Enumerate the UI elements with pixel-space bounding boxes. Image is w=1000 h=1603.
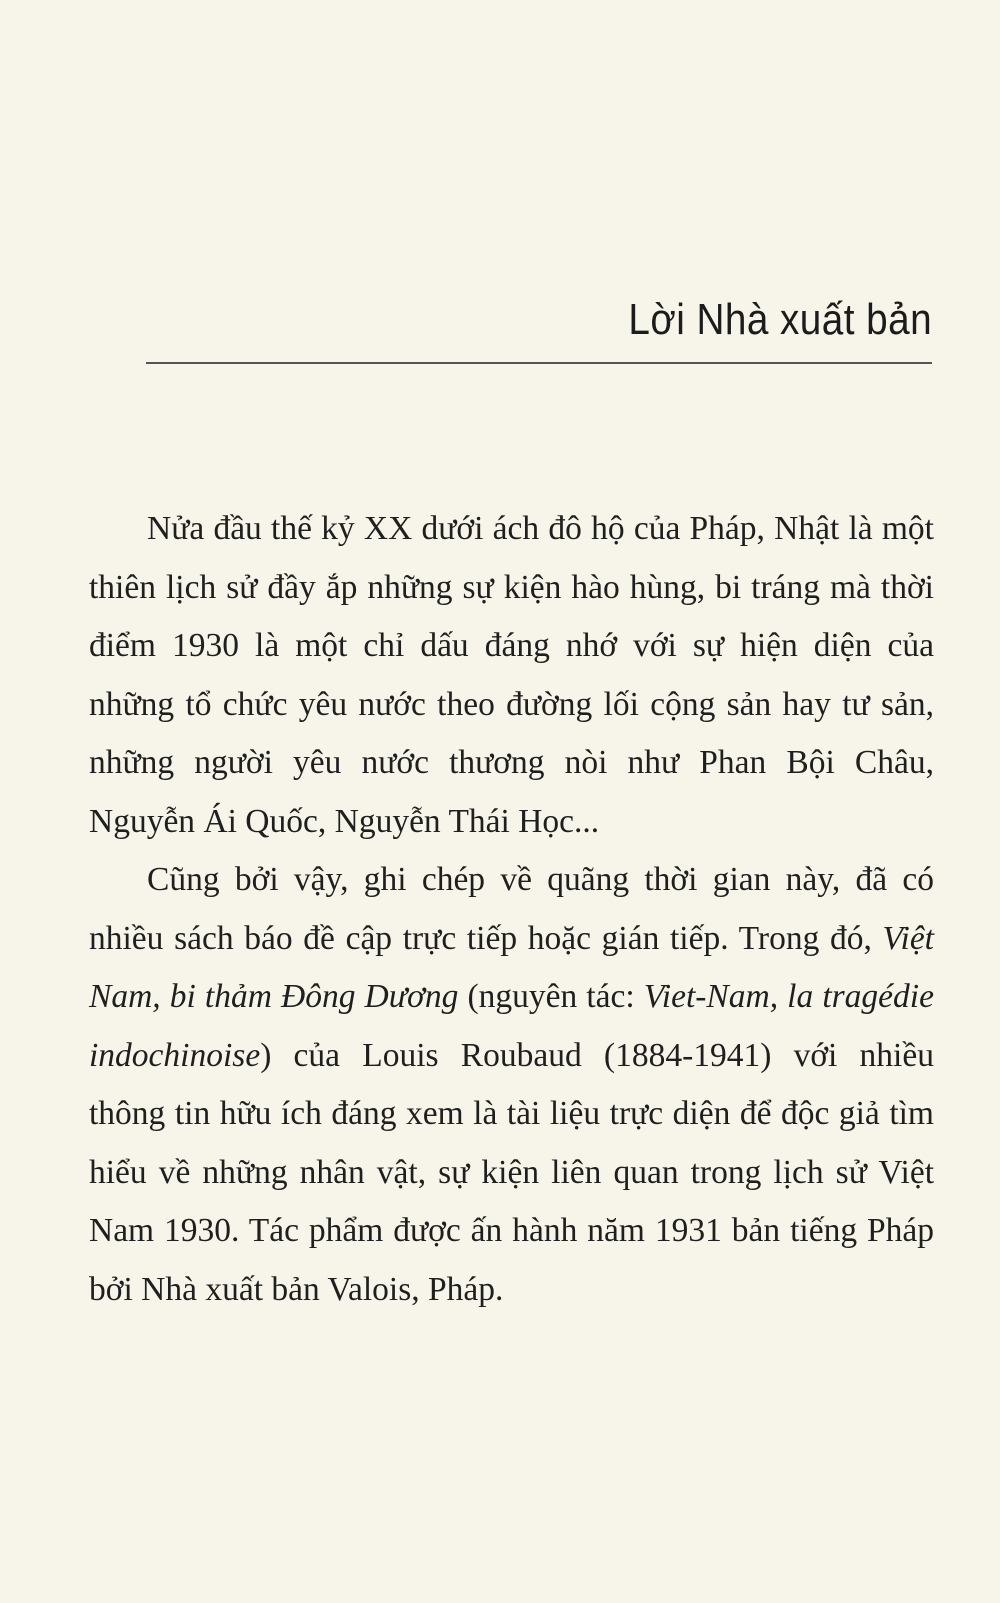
paragraph-1: Nửa đầu thế kỷ XX dưới ách đô hộ của Pháp, Nhật là một thiên lịch sử đầy ắp những sự kiện hào hùng, bi tráng mà thời điểm 1930 là một chỉ dấu đáng nhớ với sự hiện diện của những tổ chức yêu nước theo đường lối cộng sản hay tư sản, những người yêu nước thương nòi như Phan Bội Châu, Nguyễn Ái Quốc, Nguyễn Thái Học... xyxy=(89,510,934,840)
paragraph-2-part-3: ) của Louis Roubaud (1884-1941) với nhiều thông tin hữu ích đáng xem là tài liệu trực diện để độc giả tìm hiểu về những nhân vật, sự kiện liên quan trong lịch sử Việt Nam 1930. Tác phẩm được ấn hành năm 1931 bản tiếng Pháp bởi Nhà xuất bản Valois, Pháp. xyxy=(89,1036,934,1308)
paragraph-2-part-1: Cũng bởi vậy, ghi chép về quãng thời gian này, đã có nhiều sách báo đề cập trực tiếp hoặc gián tiếp. Trong đó, xyxy=(89,861,934,957)
paragraph-2-part-2: (nguyên tác: xyxy=(458,978,644,1015)
body-text xyxy=(89,500,934,1319)
book-title-french: Viet-Nam, la tragédie indochinoise xyxy=(89,978,934,1074)
paragraph-2 xyxy=(89,851,934,1319)
book-title-vietnamese: Việt Nam, bi thảm Đông Dương xyxy=(89,919,934,1015)
page-title: Lời Nhà xuất bản xyxy=(628,295,932,344)
heading-block xyxy=(146,292,932,364)
